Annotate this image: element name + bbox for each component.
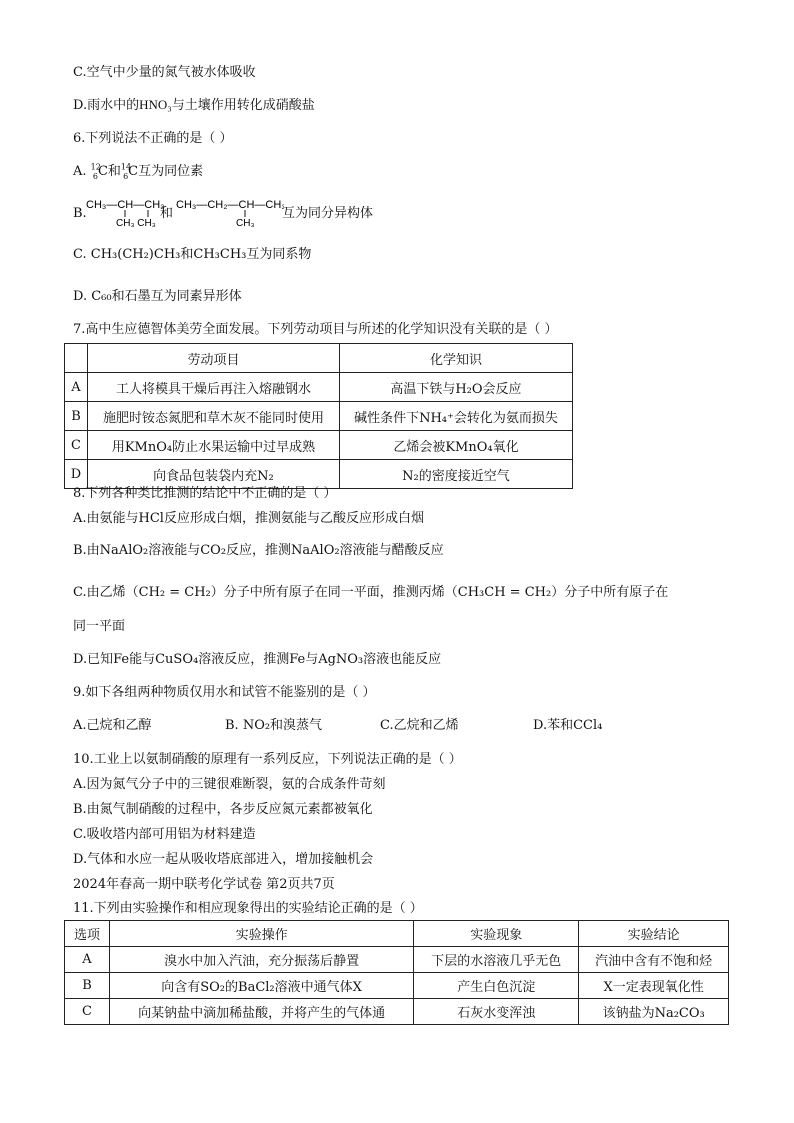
table-row: [65, 999, 729, 1025]
q8-option-b: B.由NaAlO₂溶液能与CO₂反应，推测NaAlO₂溶液能与醋酸反应: [73, 543, 444, 558]
table-row: [65, 947, 729, 973]
table-header-cell: 化学知识: [339, 344, 572, 373]
table-header-cell: [65, 344, 88, 373]
q8-stem: 8.下列各种类比推测的结论中不正确的是（ ）: [73, 486, 337, 501]
q5-option-d: [73, 96, 315, 115]
q6-option-a-mid: C和: [97, 164, 121, 179]
q6-option-a: A. $^{12}_6$C和$^{14}_6$C互为同位素: [73, 162, 204, 181]
q5-option-c: C.空气中少量的氮气被水体吸收: [73, 65, 256, 80]
struct1-branch: CH₃ CH₃: [116, 218, 156, 229]
table-cell: B: [65, 973, 110, 999]
table-cell: D: [65, 460, 88, 489]
page-footer: 2024年春高一期中联考化学试卷 第2页共7页: [73, 877, 335, 892]
table-cell: 高温下铁与H₂O会反应: [339, 373, 572, 402]
q9-stem: 9.如下各组两种物质仅用水和试管不能鉴别的是（ ）: [73, 685, 376, 700]
table-cell: 用KMnO₄防止水果运输中过早成熟: [88, 431, 340, 460]
table-header-cell: 实验现象: [414, 921, 579, 947]
table-cell: C: [65, 431, 88, 460]
table-cell: 碱性条件下NH₄⁺会转化为氨而损失: [339, 402, 572, 431]
q8-option-d: D.已知Fe能与CuSO₄溶液反应，推测Fe与AgNO₃溶液也能反应: [73, 652, 442, 667]
q5-option-d-prefix: D.雨水中的: [73, 98, 140, 113]
q10-option-d: D.气体和水应一起从吸收塔底部进入，增加接触机会: [73, 852, 374, 867]
table-row: [65, 373, 573, 402]
q10-option-b: B.由氮气制硝酸的过程中，各步反应氮元素都被氧化: [73, 802, 373, 817]
table-row: [65, 973, 729, 999]
q6-structure-formulas: [84, 196, 284, 230]
q6-stem: 6.下列说法不正确的是（ ）: [73, 131, 233, 146]
table-cell: C: [65, 999, 110, 1025]
struct1-main: CH₃—CH—CH₃: [86, 199, 165, 211]
q7-stem: 7.高中生应德智体美劳全面发展。下列劳动项目与所述的化学知识没有关联的是（ ）: [73, 322, 558, 337]
q6-option-b-and: 和: [160, 206, 174, 221]
q9-option-c: C.乙烷和乙烯: [380, 718, 459, 733]
q10-stem: 10.工业上以氨制硝酸的原理有一系列反应，下列说法正确的是（ ）: [73, 752, 462, 767]
q10-option-a: A.因为氮气分子中的三键很难断裂，氨的合成条件苛刻: [73, 777, 386, 792]
q6-option-c: C. CH₃(CH₂)CH₃和CH₃CH₃互为同系物: [73, 247, 312, 262]
table-cell: B: [65, 402, 88, 431]
q6-option-a-label: A.: [73, 164, 91, 179]
q9-option-d: D.苯和CCl₄: [533, 718, 603, 733]
table-cell: 向食品包装袋内充N₂: [88, 460, 340, 489]
q7-table: [64, 343, 573, 489]
table-cell: 向某钠盐中滴加稀盐酸，并将产生的气体通: [110, 999, 414, 1025]
struct2-main: CH₃—CH₂—CH—CH₃: [176, 199, 284, 211]
q5-option-d-formula: HNO₃: [139, 97, 172, 112]
table-cell: N₂的密度接近空气: [339, 460, 572, 489]
table-cell: 汽油中含有不饱和烃: [579, 947, 729, 973]
table-cell: 产生白色沉淀: [414, 973, 579, 999]
table-row: [65, 402, 573, 431]
q8-option-c-line1: C.由乙烯（CH₂ = CH₂）分子中所有原子在同一平面，推测丙烯（CH₃CH = CH₂）分子中所有原子在: [73, 585, 669, 600]
table-cell: 该钠盐为Na₂CO₃: [579, 999, 729, 1025]
q6-option-a-suffix: C互为同位素: [128, 164, 204, 179]
table-header-row: [65, 921, 729, 947]
q11-table: [64, 920, 729, 1025]
table-cell: 工人将模具干燥后再注入熔融钢水: [88, 373, 340, 402]
table-cell: 下层的水溶液几乎无色: [414, 947, 579, 973]
q6-option-b-label: B.: [73, 206, 87, 221]
q8-option-a: A.由氨能与HCl反应形成白烟，推测氨能与乙酸反应形成白烟: [73, 511, 424, 526]
table-header-cell: 实验结论: [579, 921, 729, 947]
q11-stem: 11.下列由实验操作和相应现象得出的实验结论正确的是（ ）: [73, 901, 423, 916]
q9-option-b: B. NO₂和溴蒸气: [225, 718, 323, 733]
table-row: [65, 431, 573, 460]
table-cell: 石灰水变浑浊: [414, 999, 579, 1025]
q8-option-c-line2: 同一平面: [73, 619, 126, 634]
q10-option-c: C.吸收塔内部可用铝为材料建造: [73, 827, 256, 842]
table-cell: A: [65, 373, 88, 402]
q9-option-a: A.己烷和乙醇: [73, 718, 152, 733]
table-header-cell: 劳动项目: [88, 344, 340, 373]
table-cell: X一定表现氧化性: [579, 973, 729, 999]
table-header-cell: 选项: [65, 921, 110, 947]
struct2-branch: CH₃: [236, 218, 255, 229]
table-cell: 溴水中加入汽油，充分振荡后静置: [110, 947, 414, 973]
q6-option-b-suffix: 互为同分异构体: [282, 206, 374, 221]
table-cell: 乙烯会被KMnO₄氧化: [339, 431, 572, 460]
q5-option-d-suffix: 与土壤作用转化成硝酸盐: [171, 98, 315, 113]
table-cell: 向含有SO₂的BaCl₂溶液中通气体X: [110, 973, 414, 999]
table-header-row: [65, 344, 573, 373]
q6-option-d: D. C₆₀和石墨互为同素异形体: [73, 289, 242, 304]
table-header-cell: 实验操作: [110, 921, 414, 947]
table-cell: A: [65, 947, 110, 973]
table-cell: 施肥时铵态氮肥和草木灰不能同时使用: [88, 402, 340, 431]
